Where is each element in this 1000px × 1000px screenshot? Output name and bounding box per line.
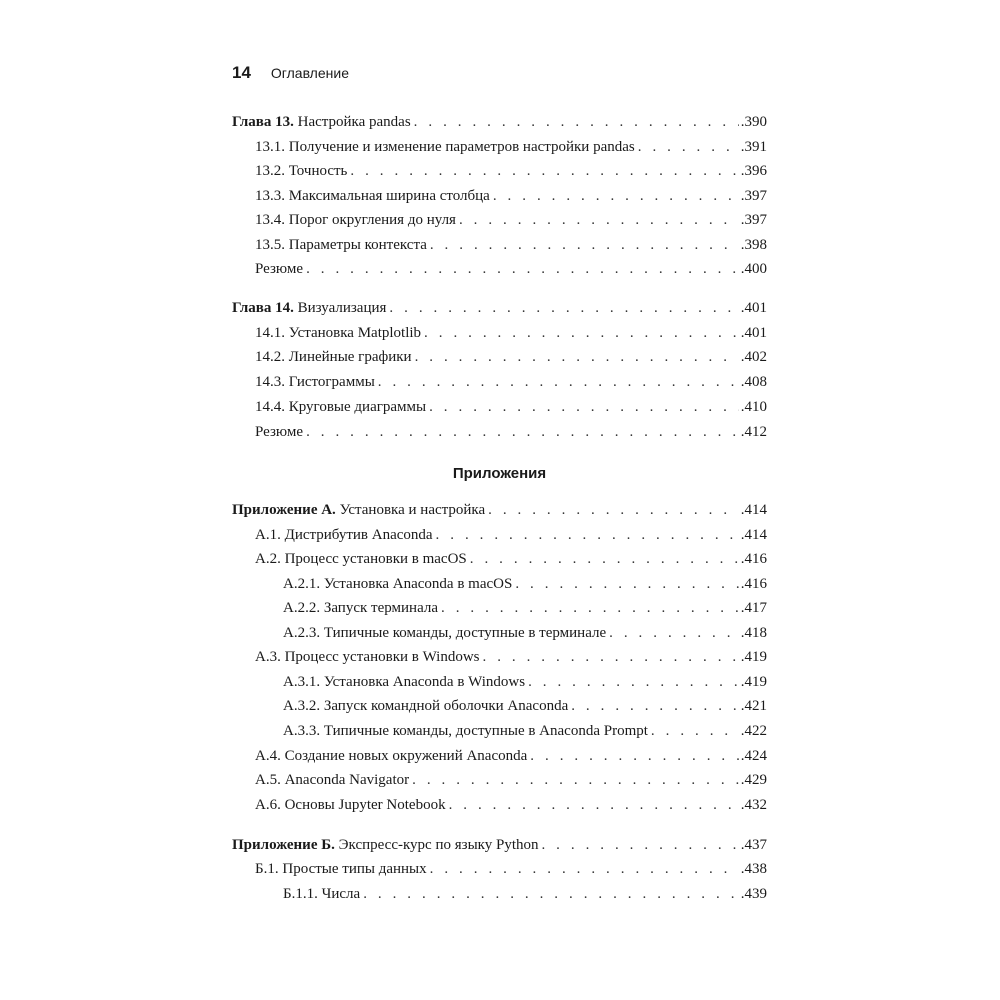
toc-page-number: .398: [740, 233, 767, 258]
toc-entry: [232, 882, 767, 907]
toc-entry: [232, 744, 767, 769]
toc-page-number: .401: [740, 296, 767, 321]
dot-leader: [306, 420, 739, 445]
toc-page-number: .396: [740, 159, 767, 184]
toc-entry: [232, 670, 767, 695]
toc-entry-title: [255, 321, 423, 346]
toc-entry-text: А.3.1. Установка Anaconda в Windows: [283, 674, 526, 690]
toc-page-number: .424: [740, 744, 767, 769]
toc-entry: [232, 233, 767, 258]
toc-entry-text: 14.2. Линейные графики: [255, 349, 412, 365]
toc-entry-title: [255, 257, 305, 282]
toc-entry-title: [255, 208, 458, 233]
toc-entry-title: [255, 395, 428, 420]
toc-entry-title: [283, 694, 570, 719]
toc-entry-title: [283, 670, 527, 695]
toc-entry: [232, 596, 767, 621]
toc-entry-title: [283, 596, 440, 621]
toc-page-number: .401: [740, 321, 767, 346]
toc-page-number: .402: [740, 345, 767, 370]
toc-entry-title: [255, 159, 349, 184]
toc-entry-text: А.3. Процесс установки в Windows: [255, 649, 480, 665]
page-header: [232, 63, 349, 89]
appendix-section-heading: Приложения: [452, 465, 547, 482]
toc-entry-text: 13.3. Максимальная ширина столбца: [255, 188, 490, 204]
toc-entry-title: [255, 547, 469, 572]
toc-page-number: .421: [740, 694, 767, 719]
toc-page-number: .390: [740, 110, 767, 135]
toc-entry-text: Установка и настройка: [335, 502, 486, 518]
toc-entry-title: [255, 233, 429, 258]
toc-entry: [232, 257, 767, 282]
toc-entry: [232, 345, 767, 370]
toc-entry-title: [232, 296, 388, 321]
toc-page-number: .419: [740, 670, 767, 695]
toc-entry-title: [255, 744, 529, 769]
toc-entry: [232, 321, 767, 346]
toc-entry-text: 14.3. Гистограммы: [255, 374, 375, 390]
toc-entry: [232, 547, 767, 572]
toc-page-number: .391: [740, 135, 767, 160]
toc-entry-text: Визуализация: [293, 300, 387, 316]
toc-entry: [232, 793, 767, 818]
toc-entry-title: [255, 345, 414, 370]
toc-entry-text: А.3.2. Запуск командной оболочки Anaconda: [283, 698, 569, 714]
toc-entry-text: Экспресс-курс по языку Python: [334, 837, 539, 853]
toc-entry: [232, 159, 767, 184]
toc-page-number: .400: [740, 257, 767, 282]
toc-entry-title: [255, 768, 411, 793]
toc-entry: [232, 523, 767, 548]
toc-entry-title: [283, 719, 650, 744]
dot-leader: [459, 208, 739, 233]
toc-entry-text: А.2.1. Установка Anaconda в macOS: [283, 576, 513, 592]
dot-leader: [389, 296, 738, 321]
toc-page-number: .414: [740, 523, 767, 548]
toc-page-number: .418: [740, 621, 767, 646]
toc-page-number: .422: [740, 719, 767, 744]
dot-leader: [609, 621, 739, 646]
toc-entry-text: А.6. Основы Jupyter Notebook: [255, 797, 446, 813]
dot-leader: [651, 719, 739, 744]
toc-entry: [232, 719, 767, 744]
toc-page-number: .397: [740, 208, 767, 233]
toc-entry: [232, 208, 767, 233]
toc-entry-title: [255, 645, 482, 670]
dot-leader: [429, 395, 739, 420]
dot-leader: [414, 110, 739, 135]
toc-page-number: .437: [740, 833, 767, 858]
toc-page-number: .432: [740, 793, 767, 818]
toc-entry: [232, 857, 767, 882]
toc-entry: [232, 694, 767, 719]
dot-leader: [350, 159, 738, 184]
toc-entry-title: [283, 882, 362, 907]
toc-entry-title: [255, 420, 305, 445]
toc-entry: [232, 645, 767, 670]
toc-page-number: .419: [740, 645, 767, 670]
page-number: 14: [232, 63, 251, 82]
toc-entry-title: [255, 793, 448, 818]
dot-leader: [436, 523, 739, 548]
dot-leader: [424, 321, 739, 346]
toc-entry-title: [255, 184, 492, 209]
toc-entry: [232, 370, 767, 395]
dot-leader: [470, 547, 739, 572]
toc-entry-text: А.1. Дистрибутив Anaconda: [255, 527, 433, 543]
toc-entry-text: 13.2. Точность: [255, 163, 348, 179]
toc-entry-text: А.2. Процесс установки в macOS: [255, 551, 467, 567]
dot-leader: [541, 833, 738, 858]
dot-leader: [306, 257, 739, 282]
toc-page-number: .429: [740, 768, 767, 793]
toc-chapter-entry: [232, 833, 767, 858]
dot-leader: [363, 882, 739, 907]
toc-entry-number: Приложение А.: [232, 502, 336, 518]
toc-page-number: .412: [740, 420, 767, 445]
dot-leader: [571, 694, 739, 719]
dot-leader: [493, 184, 739, 209]
toc-entry: [232, 420, 767, 445]
toc-entry-text: А.4. Создание новых окружений Anaconda: [255, 748, 528, 764]
dot-leader: [378, 370, 739, 395]
toc-entry-text: А.3.3. Типичные команды, доступные в Anaconda Prompt: [283, 723, 648, 739]
toc-entry-title: [232, 110, 413, 135]
toc-page-number: .438: [740, 857, 767, 882]
toc-entry-text: Б.1. Простые типы данных: [255, 861, 427, 877]
toc-entry-text: 13.4. Порог округления до нуля: [255, 212, 456, 228]
toc-page-number: .439: [740, 882, 767, 907]
dot-leader: [449, 793, 739, 818]
toc-entry-text: А.5. Anaconda Navigator: [255, 772, 410, 788]
toc-entry-text: Резюме: [255, 261, 304, 277]
toc-entry: [232, 572, 767, 597]
toc-entry-number: Глава 14.: [232, 300, 294, 316]
toc-entry-text: Резюме: [255, 424, 304, 440]
toc-entry-title: [255, 370, 377, 395]
dot-leader: [488, 498, 739, 523]
toc-chapter-entry: [232, 110, 767, 135]
toc-entry-title: [283, 572, 514, 597]
toc-entry-text: Б.1.1. Числа: [283, 886, 361, 902]
toc-entry-title: [255, 135, 637, 160]
toc-entry-text: 13.5. Параметры контекста: [255, 237, 427, 253]
toc-page-number: .417: [740, 596, 767, 621]
toc-entry-title: [255, 523, 435, 548]
dot-leader: [430, 233, 739, 258]
running-head: Оглавление: [270, 65, 349, 81]
toc-page-number: .397: [740, 184, 767, 209]
dot-leader: [638, 135, 739, 160]
dot-leader: [441, 596, 739, 621]
toc-entry-text: 13.1. Получение и изменение параметров настройки pandas: [255, 139, 635, 155]
toc-entry: [232, 768, 767, 793]
toc-entry-text: А.2.3. Типичные команды, доступные в терминале: [283, 625, 607, 641]
toc-entry: [232, 395, 767, 420]
toc-entry: [232, 621, 767, 646]
toc-entry-title: [255, 857, 429, 882]
toc-entry-number: Приложение Б.: [232, 837, 335, 853]
toc-chapter-entry: [232, 498, 767, 523]
toc-page-number: .410: [740, 395, 767, 420]
dot-leader: [530, 744, 738, 769]
toc-entry-text: 14.4. Круговые диаграммы: [255, 399, 427, 415]
toc-entry: [232, 135, 767, 160]
toc-entry-text: 14.1. Установка Matplotlib: [255, 325, 422, 341]
toc-entry-title: [232, 498, 487, 523]
toc-page-number: .408: [740, 370, 767, 395]
toc-entry-text: Настройка pandas: [293, 114, 411, 130]
toc-entry-title: [283, 621, 608, 646]
toc-page-number: .416: [740, 547, 767, 572]
dot-leader: [415, 345, 739, 370]
toc-entry-text: А.2.2. Запуск терминала: [283, 600, 438, 616]
dot-leader: [430, 857, 739, 882]
toc-page-number: .414: [740, 498, 767, 523]
dot-leader: [515, 572, 738, 597]
toc-page-number: .416: [740, 572, 767, 597]
toc-entry: [232, 184, 767, 209]
toc-entry-title: [232, 833, 540, 858]
dot-leader: [483, 645, 739, 670]
dot-leader: [528, 670, 739, 695]
toc-entry-number: Глава 13.: [232, 114, 294, 130]
dot-leader: [412, 768, 739, 793]
toc-chapter-entry: [232, 296, 767, 321]
